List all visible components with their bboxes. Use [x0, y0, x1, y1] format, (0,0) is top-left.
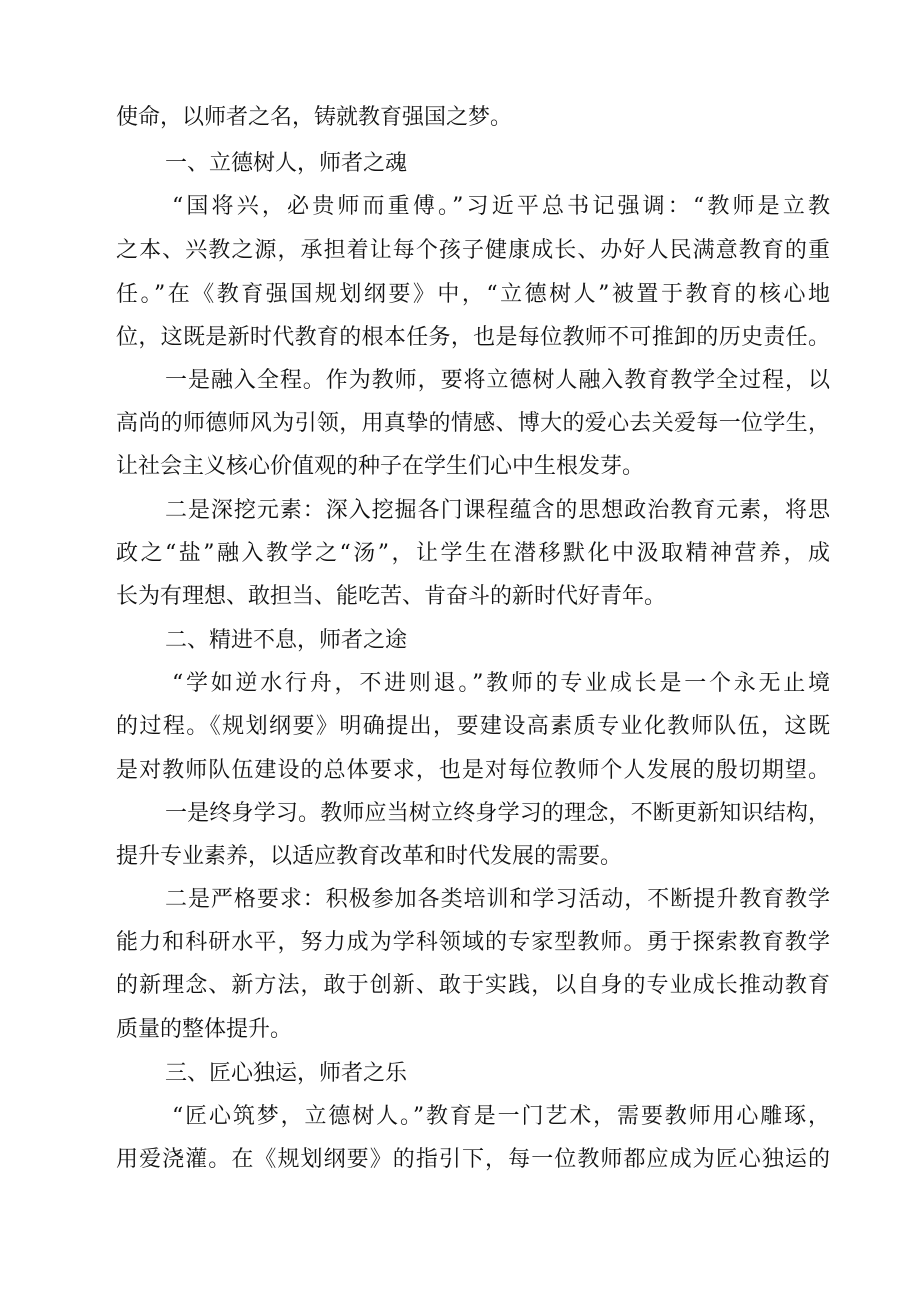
paragraph-line: 能力和科研水平，努力成为学科领域的专家型教师。勇于探索教育教学 [116, 930, 830, 955]
paragraph-line: 政之“盐”融入教学之“汤”，让学生在潜移默化中汲取精神营养，成 [116, 541, 830, 566]
paragraph-line: 位，这既是新时代教育的根本任务，也是每位教师不可推卸的历史责任。 [116, 325, 830, 350]
paragraph-line: 一是终身学习。教师应当树立终身学习的理念，不断更新知识结构， [165, 801, 830, 826]
section-heading-3: 三、匠心独运，师者之乐 [165, 1061, 408, 1086]
paragraph-line: 二是严格要求：积极参加各类培训和学习活动，不断提升教育教学 [165, 887, 830, 912]
paragraph-line: “国将兴，必贵师而重傅。”习近平总书记强调：“教师是立教 [172, 194, 830, 219]
paragraph-line: 的过程。《规划纲要》明确提出，要建设高素质专业化教师队伍，这既 [116, 714, 830, 739]
paragraph-line: “学如逆水行舟，不进则退。”教师的专业成长是一个永无止境 [172, 671, 830, 696]
paragraph-line: 一是融入全程。作为教师，要将立德树人融入教育教学全过程，以 [165, 368, 830, 393]
paragraph-line: 任。”在《教育强国规划纲要》中，“立德树人”被置于教育的核心地 [116, 282, 830, 307]
paragraph-line: 的新理念、新方法，敢于创新、敢于实践，以自身的专业成长推动教育 [116, 973, 830, 998]
paragraph-line: 提升专业素养，以适应教育改革和时代发展的需要。 [116, 844, 623, 869]
paragraph-line: 二是深挖元素：深入挖掘各门课程蕴含的思想政治教育元素，将思 [165, 498, 830, 523]
intro-line: 使命，以师者之名，铸就教育强国之梦。 [116, 105, 513, 130]
paragraph-line: 高尚的师德师风为引领，用真挚的情感、博大的爱心去关爱每一位学生， [116, 411, 830, 436]
paragraph-line: 质量的整体提升。 [116, 1017, 293, 1042]
section-heading-2: 二、精进不息，师者之途 [165, 628, 408, 653]
paragraph-line: “匠心筑梦，立德树人。”教育是一门艺术，需要教师用心雕琢， [172, 1104, 830, 1129]
paragraph-line: 长为有理想、敢担当、能吃苦、肯奋斗的新时代好青年。 [116, 584, 667, 609]
paragraph-line: 让社会主义核心价值观的种子在学生们心中生根发芽。 [116, 454, 645, 479]
paragraph-line: 用爱浇灌。在《规划纲要》的指引下，每一位教师都应成为匠心独运的 [116, 1147, 830, 1172]
paragraph-line: 是对教师队伍建设的总体要求，也是对每位教师个人发展的殷切期望。 [116, 758, 830, 783]
section-heading-1: 一、立德树人，师者之魂 [165, 151, 408, 176]
paragraph-line: 之本、兴教之源，承担着让每个孩子健康成长、办好人民满意教育的重 [116, 238, 830, 263]
